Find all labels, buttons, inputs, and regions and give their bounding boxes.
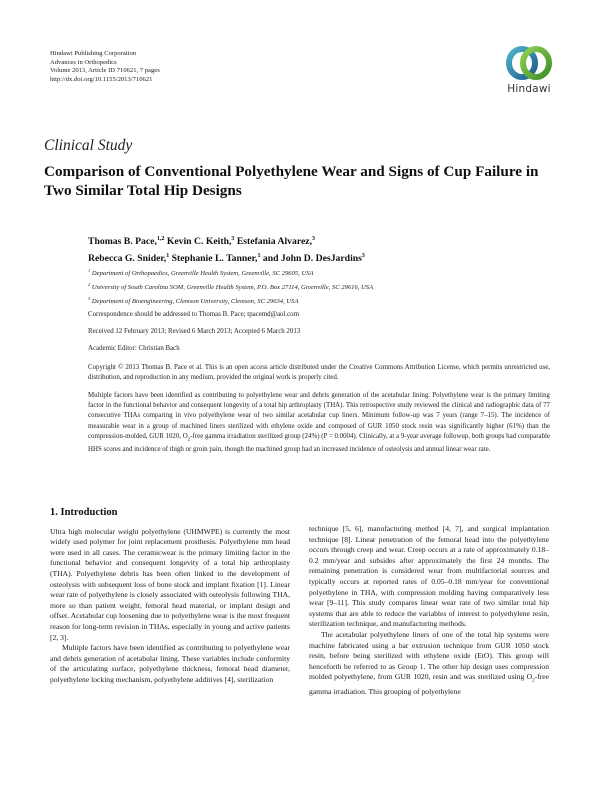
doi-link[interactable]: http://dx.doi.org/10.1155/2013/710621: [50, 75, 153, 83]
author: Stephanie L. Tanner,: [171, 253, 258, 265]
affiliation: $^2$ University of South Carolina SOM, Greenville Health System, P.O. Box 27114, Greenville, SC 29616, USA: [88, 281, 374, 292]
article-title: Comparison of Conventional Polyethylene Wear and Signs of Cup Failure in Two Similar Total Hip Designs: [44, 163, 539, 199]
author: Thomas B. Pace,: [88, 236, 157, 248]
publisher-name: Hindawi Publishing Corporation: [50, 50, 137, 57]
section-heading: 1. Introduction: [50, 507, 118, 518]
body-column-right: [309, 524, 549, 698]
paragraph: Ultra high molecular weight polyethylene (UHMWPE) is currently the most widely used polymer for joint replacement prosthesis. Polyethylene mm head were used in all cases. The ceramicwear is the primary limiting factor in the functional behavior and consequent longevity of a total hip arthroplasty (THA). Polyethylene debris has been often linked to the development of osteolysis with subsequent loss of bone stock and implant fixation [1]. Linear wear rate of polyethylene is closely associated with osteolysis following THA, more so than patient weight, femoral head material, or implant design and offset. Acetabular cup loosening due to polyethylene wear is the most frequent reason for long-term revision in THAs, especially in young and active patients [2, 3].: [50, 526, 290, 642]
author: Rebecca G. Snider,: [88, 253, 167, 265]
affiliation: $^1$ Department of Orthopaedics, Greenville Health System, Greenville, SC 29605, USA: [88, 268, 314, 278]
affiliation-list: [88, 266, 548, 308]
affiliation: $^3$ Department of Bioengineering, Clemson University, Clemson, SC 29634, USA: [88, 295, 299, 306]
paragraph: Multiple factors have been identified as contributing to polyethylene wear and debris generation of acetabular lining. These variables include conformity of the articulating surface, polyethylene thickness, femoral head diameter, polyethylene locking mechanism, polyethylene additives [4], sterilization: [50, 643, 290, 684]
publication-dates: Received 12 February 2013; Revised 6 March 2013; Accepted 6 March 2013: [88, 328, 301, 335]
journal-name: Advances in Orthopedics: [50, 58, 117, 66]
paragraph: technique [5, 6], manufacturing method [4, 7], and surgical implantation technique [8]. Linear penetration of the femoral head into the polyethylene occurs through creep and wear. Creep occurs at a rate of approximately 0.18–0.2 mm/year and subsides after approximately the first 24 months. The remaining penetration is considered wear from multifactorial sources and typically occurs at reported rates of 0.05–0.18 mm/year for conventional polyethylene in THA, with compression molding having comparatively less wear [9–11]. This study compares linear wear rate of two similar total hip systems that are able to reduce the variables of interest to polyethylene resin, sterilization technique, and manufacturing methods.: [309, 524, 549, 629]
article-type: Clinical Study: [44, 137, 133, 154]
hindawi-logo: [497, 44, 561, 102]
logo-text: Hindawi: [507, 83, 551, 95]
copyright-notice: Copyright © 2013 Thomas B. Pace et al. This is an open access article distributed under the Creative Commons Attribution License, which permits unrestricted use, distribution, and reproduction in any medium, provided the original work is properly cited.: [88, 364, 550, 381]
interlocking-rings-icon: [504, 44, 554, 82]
abstract: Multiple factors have been identified as contributing to polyethylene wear and debris generation of the acetabular lining. Polyethylene wear is the primary limiting factor in the functional behavior and consequent longevity of a total hip arthroplasty (THA). This retrospective study reviewed the clinical and radiographic data of 77 consecutive THAs comparing in vivo polyethylene wear of two similar acetabular cup liners. Minimum follow-up was 7 years (range 7–15). The incidence of measurable wear in a group of machined liners sterilized with ethylene oxide and composed of GUR 1050 stock resin was significantly higher (61%) than the compression-molded, GUR 1020, $O_2$-free gamma irradiation sterilized group (24%) (P = 0.0004). Clinically, at a 9-year average followup, both groups had comparable HHS scores and incidence of thigh or groin pain, though the machined group had an increased incidence of osteolysis and annual linear wear rate.: [88, 392, 550, 454]
correspondence: Correspondence should be addressed to Thomas B. Pace; tpacemd@aol.com: [88, 311, 299, 318]
journal-header: [50, 50, 160, 84]
author: Estefania Alvarez,: [236, 236, 312, 248]
body-column-left: [50, 508, 290, 686]
academic-editor: Academic Editor: Christian Bach: [88, 345, 180, 352]
author: Kevin C. Keith,: [166, 236, 232, 248]
paragraph: The acetabular polyethylene liners of one of the total hip systems were machine fabricated using a bar extrusion technique from GUR 1050 stock resin, before being sterilized with ethylene oxide (EtO). This group will henceforth be referred to as Group 1. The other hip design uses compression molded polyethylene, from GUR 1020, resin and was sterilized using $O_2$-free gamma irradiation. This grouping of polyethylene: [309, 629, 549, 697]
author: and John D. DesJardins: [262, 253, 362, 265]
author-list: Thomas B. Pace,$^{1,2}$ Kevin C. Keith,$^3$ Estefania Alvarez,$^3$ Rebecca G. Snider,$^1$ Stephanie L. Tanner,$^1$ and John D. DesJardins$^3$: [88, 236, 365, 265]
volume-info: Volume 2013, Article ID 710621, 7 pages: [50, 67, 160, 75]
